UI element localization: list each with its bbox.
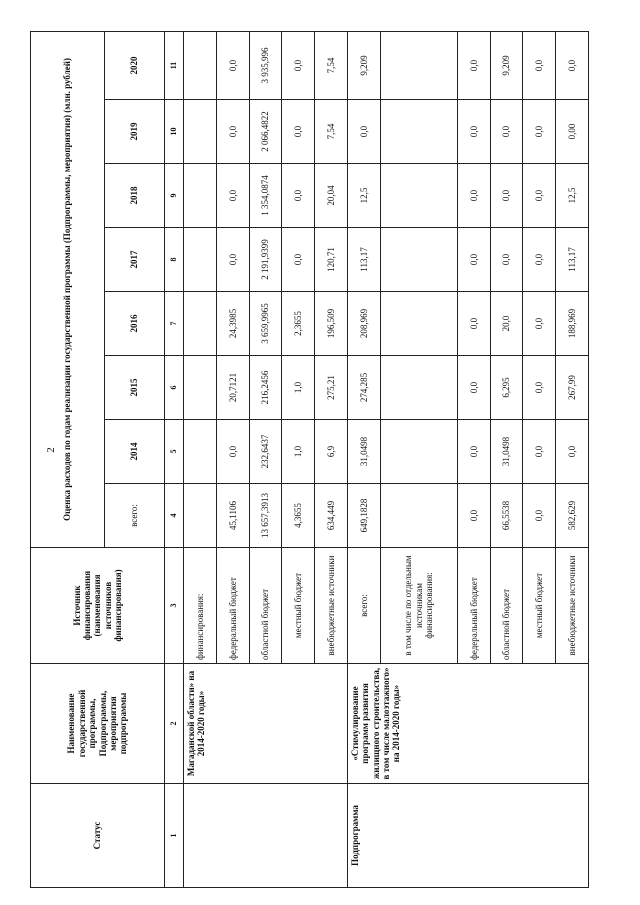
header-year: 2016: [105, 292, 165, 356]
value-cell: 1,0: [282, 356, 315, 420]
value-cell: 31,0498: [490, 420, 523, 484]
header-year: 2017: [105, 228, 165, 292]
value-cell: 66,5538: [490, 484, 523, 548]
value-cell: 0,0: [457, 100, 490, 164]
block1-name: Магаданской области» на 2014-2020 годы»: [184, 664, 348, 784]
value-cell: 267,99: [556, 356, 589, 420]
source-cell: областной бюджет: [249, 548, 282, 664]
value-cell: 0,0: [523, 420, 556, 484]
value-cell: [184, 228, 217, 292]
value-cell: 0,0: [457, 164, 490, 228]
col-number: 1: [165, 784, 184, 888]
value-cell: 0,0: [457, 292, 490, 356]
value-cell: 2 066,4822: [249, 100, 282, 164]
value-cell: 208,969: [347, 292, 380, 356]
value-cell: [184, 356, 217, 420]
value-cell: 188,969: [556, 292, 589, 356]
header-total: всего:: [105, 484, 165, 548]
value-cell: 0,0: [216, 100, 249, 164]
value-cell: 0,0: [457, 356, 490, 420]
table-row: [347, 31, 380, 887]
value-cell: 232,6437: [249, 420, 282, 484]
value-cell: 113,17: [556, 228, 589, 292]
value-cell: 4,3655: [282, 484, 315, 548]
value-cell: 634,449: [315, 484, 348, 548]
col-number: 5: [165, 420, 184, 484]
value-cell: [184, 100, 217, 164]
value-cell: 0,0: [490, 164, 523, 228]
value-cell: 274,285: [347, 356, 380, 420]
value-cell: 0,0: [457, 484, 490, 548]
value-cell: 6,9: [315, 420, 348, 484]
value-cell: 0,0: [523, 484, 556, 548]
value-cell: 20,7121: [216, 356, 249, 420]
value-cell: [380, 100, 457, 164]
block1-status: [184, 784, 348, 888]
value-cell: 0,0: [523, 164, 556, 228]
value-cell: 0,0: [523, 100, 556, 164]
value-cell: 1,0: [282, 420, 315, 484]
header-name: Наименование государственной программы, Подпрограммы, мероприятия подпрограммы: [31, 664, 165, 784]
col-number: 6: [165, 356, 184, 420]
source-cell: федеральный бюджет: [457, 548, 490, 664]
header-year: 2019: [105, 100, 165, 164]
value-cell: 0,0: [457, 420, 490, 484]
source-cell: в том числе по отдельным источникам финансирования:: [380, 548, 457, 664]
value-cell: [380, 420, 457, 484]
col-number: 2: [165, 664, 184, 784]
value-cell: 45,1106: [216, 484, 249, 548]
value-cell: 0,0: [457, 228, 490, 292]
value-cell: [380, 31, 457, 99]
value-cell: 12,5: [347, 164, 380, 228]
value-cell: 0,0: [216, 228, 249, 292]
value-cell: 0,0: [282, 100, 315, 164]
value-cell: 649,1828: [347, 484, 380, 548]
source-cell: местный бюджет: [523, 548, 556, 664]
value-cell: 0,00: [556, 100, 589, 164]
table-row: [184, 31, 217, 887]
value-cell: 582,629: [556, 484, 589, 548]
header-year: 2014: [105, 420, 165, 484]
source-cell: федеральный бюджет: [216, 548, 249, 664]
value-cell: 216,2456: [249, 356, 282, 420]
value-cell: 3 935,996: [249, 31, 282, 99]
source-cell: местный бюджет: [282, 548, 315, 664]
value-cell: 0,0: [457, 31, 490, 99]
value-cell: 0,0: [556, 420, 589, 484]
rotated-table-wrapper: [30, 32, 589, 888]
value-cell: 9,209: [347, 31, 380, 99]
value-cell: 0,0: [556, 31, 589, 99]
value-cell: 7,54: [315, 100, 348, 164]
value-cell: 275,21: [315, 356, 348, 420]
page-number: 2: [45, 447, 57, 453]
value-cell: 13 657,3913: [249, 484, 282, 548]
value-cell: [380, 164, 457, 228]
value-cell: 0,0: [347, 100, 380, 164]
value-cell: 20,0: [490, 292, 523, 356]
source-cell: внебюджетные источники: [315, 548, 348, 664]
value-cell: 0,0: [282, 31, 315, 99]
source-cell: областной бюджет: [490, 548, 523, 664]
value-cell: 0,0: [490, 100, 523, 164]
header-year: 2020: [105, 31, 165, 99]
value-cell: 2 191,9399: [249, 228, 282, 292]
column-number-row: [165, 31, 184, 887]
value-cell: [380, 292, 457, 356]
col-number: 4: [165, 484, 184, 548]
value-cell: 120,71: [315, 228, 348, 292]
value-cell: 20,04: [315, 164, 348, 228]
value-cell: [184, 164, 217, 228]
value-cell: 6,295: [490, 356, 523, 420]
value-cell: 0,0: [523, 31, 556, 99]
value-cell: [380, 228, 457, 292]
value-cell: [380, 356, 457, 420]
header-status: Статус: [31, 784, 165, 888]
value-cell: 1 354,0874: [249, 164, 282, 228]
value-cell: [184, 31, 217, 99]
value-cell: 113,17: [347, 228, 380, 292]
value-cell: 0,0: [216, 164, 249, 228]
value-cell: 0,0: [282, 164, 315, 228]
source-cell: всего:: [347, 548, 380, 664]
budget-table: [30, 31, 589, 888]
value-cell: 0,0: [282, 228, 315, 292]
value-cell: 0,0: [216, 31, 249, 99]
col-number: 9: [165, 164, 184, 228]
value-cell: [184, 292, 217, 356]
block2-name: «Стимулирование программ развития жилищного строительства, в том числе малоэтажного» на 2014-2020 годы»: [347, 664, 588, 784]
value-cell: 0,0: [523, 292, 556, 356]
value-cell: 31,0498: [347, 420, 380, 484]
value-cell: [184, 484, 217, 548]
value-cell: 24,3985: [216, 292, 249, 356]
source-cell: финансирования:: [184, 548, 217, 664]
value-cell: 3 659,9965: [249, 292, 282, 356]
value-cell: [380, 484, 457, 548]
col-number: 3: [165, 548, 184, 664]
block2-status: Подпрограмма: [347, 784, 588, 888]
header-year: 2015: [105, 356, 165, 420]
value-cell: [184, 420, 217, 484]
value-cell: 0,0: [523, 356, 556, 420]
value-cell: 0,0: [523, 228, 556, 292]
value-cell: 2,3655: [282, 292, 315, 356]
value-cell: 196,509: [315, 292, 348, 356]
value-cell: 0,0: [216, 420, 249, 484]
header-source: Источник финансирования (наименования источников финансирования): [31, 548, 165, 664]
value-cell: 0,0: [490, 228, 523, 292]
col-number: 10: [165, 100, 184, 164]
source-cell: внебюджетные источники: [556, 548, 589, 664]
value-cell: 9,209: [490, 31, 523, 99]
header-year: 2018: [105, 164, 165, 228]
header-estimate: Оценка расходов по годам реализации государственной программы (Подпрограммы, мероприятия) (млн. рублей): [31, 31, 105, 547]
col-number: 7: [165, 292, 184, 356]
col-number: 11: [165, 31, 184, 99]
value-cell: 12,5: [556, 164, 589, 228]
value-cell: 7,54: [315, 31, 348, 99]
col-number: 8: [165, 228, 184, 292]
